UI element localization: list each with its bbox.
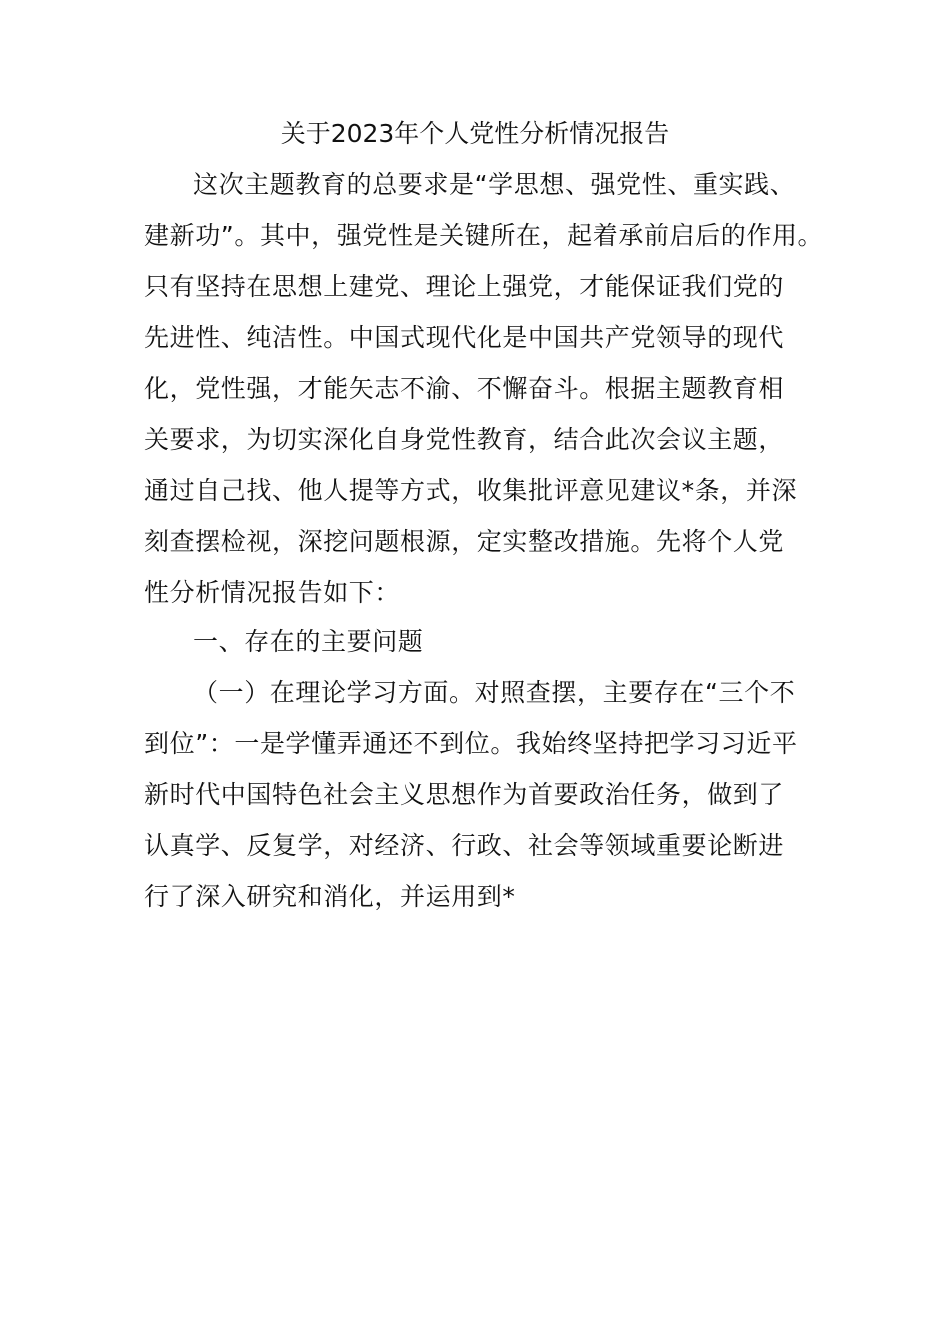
paragraph-line: 到位”：一是学懂弄通还不到位。我始终坚持把学习习近平 <box>144 729 798 758</box>
paragraph-line: 行了深入研究和消化，并运用到* <box>144 882 516 911</box>
paragraph-line: 认真学、反复学，对经济、行政、社会等领域重要论断进 <box>144 831 785 860</box>
paragraph-line: 只有坚持在思想上建党、理论上强党，才能保证我们党的 <box>144 272 785 301</box>
paragraph-line: （一）在理论学习方面。对照查摆，主要存在“三个不 <box>193 678 796 707</box>
paragraph-line: 这次主题教育的总要求是“学思想、强党性、重实践、 <box>193 170 796 199</box>
paragraph-line: 化，党性强，才能矢志不渝、不懈奋斗。根据主题教育相 <box>144 374 785 403</box>
document-title: 关于2023年个人党性分析情况报告 <box>280 119 670 148</box>
paragraph-line: 新时代中国特色社会主义思想作为首要政治任务，做到了 <box>144 780 785 809</box>
paragraph-line: 先进性、纯洁性。中国式现代化是中国共产党领导的现代 <box>144 323 785 352</box>
paragraph-line: 性分析情况报告如下： <box>144 578 401 607</box>
paragraph-line: 刻查摆检视，深挖问题根源，定实整改措施。先将个人党 <box>144 527 785 556</box>
paragraph-line: 建新功”。其中，强党性是关键所在，起着承前启后的作用。 <box>144 221 824 250</box>
paragraph-line: 关要求，为切实深化自身党性教育，结合此次会议主题， <box>144 425 785 454</box>
section-heading: 一、存在的主要问题 <box>193 627 424 656</box>
paragraph-line: 通过自己找、他人提等方式，收集批评意见建议*条，并深 <box>144 476 798 505</box>
